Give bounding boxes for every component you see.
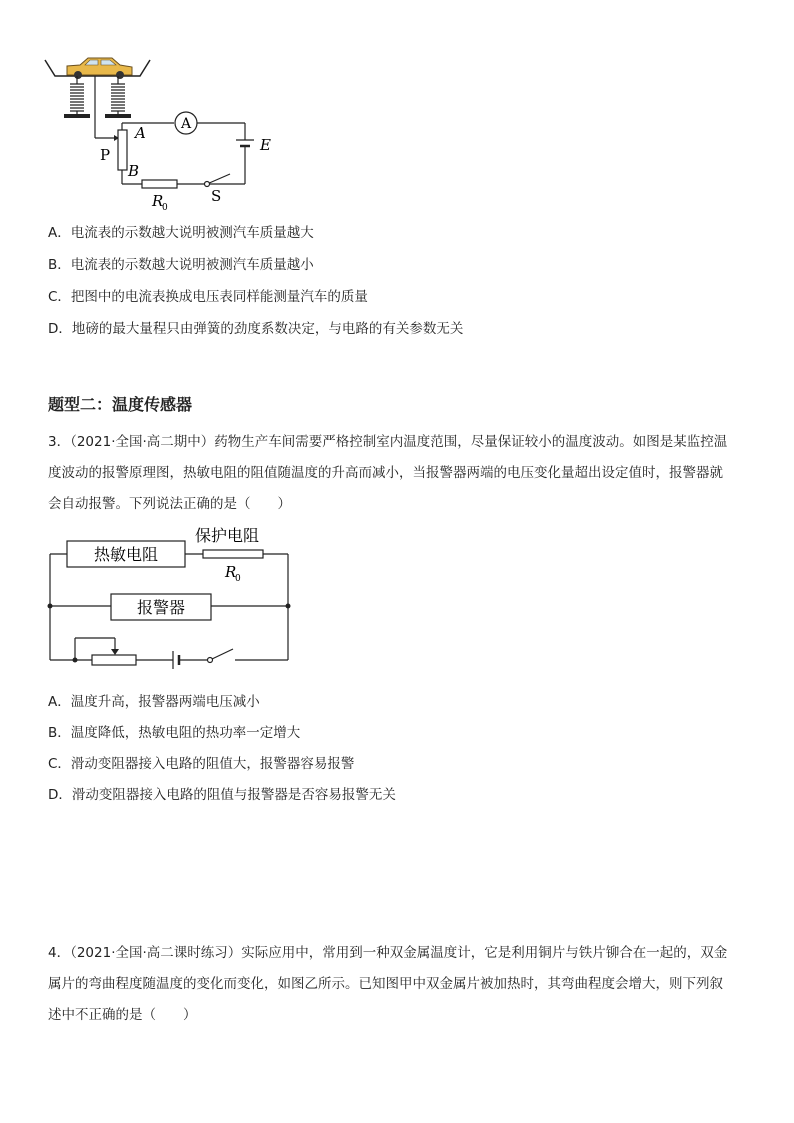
thermistor-label: 热敏电阻 <box>93 545 159 564</box>
q3-text-line2: 度波动的报警原理图，热敏电阻的阻值随温度的升高而减小，当报警器两端的电压变化量超出设定值时，报警器就 <box>48 465 723 481</box>
q2-option-c: C．把图中的电流表换成电压表同样能测量汽车的质量 <box>48 289 368 305</box>
q2-option-a: A．电流表的示数越大说明被测汽车质量越大 <box>48 225 314 241</box>
rheostat <box>118 130 127 170</box>
label-R0: R <box>152 192 164 210</box>
q4-text-line2: 属片的弯曲程度随温度的变化而变化，如图乙所示。已知图甲中双金属片被加热时，其弯曲程度会增大，则下列叙 <box>48 976 723 992</box>
q4-text-line3: 述中不正确的是（ ） <box>48 1007 197 1023</box>
label-P: P <box>100 146 111 164</box>
ammeter-label: A <box>180 116 192 132</box>
label-E: E <box>260 136 271 154</box>
slide-rheostat <box>92 655 136 665</box>
q3-option-d: D．滑动变阻器接入电路的阻值与报警器是否容易报警无关 <box>48 787 396 803</box>
weighbridge-circuit-figure <box>40 50 290 220</box>
q2-option-b: B．电流表的示数越大说明被测汽车质量越小 <box>48 257 314 273</box>
switch <box>207 174 230 184</box>
q3-text-line3: 会自动报警。下列说法正确的是（ ） <box>48 496 291 512</box>
label-A: A <box>135 124 146 142</box>
label-R0-fig2-sub: 0 <box>235 574 241 584</box>
alarm-label: 报警器 <box>136 598 186 617</box>
protect-resistor <box>203 550 263 558</box>
switch-fig2 <box>212 649 233 659</box>
left-spring <box>70 76 84 116</box>
q3-option-c: C．滑动变阻器接入电路的阻值大，报警器容易报警 <box>48 756 355 772</box>
q4-text-line1: 4．（2021·全国·高二课时练习）实际应用中，常用到一种双金属温度计，它是利用铜片与铁片铆合在一起的，双金 <box>48 945 728 961</box>
label-R0-fig2: R <box>225 563 237 581</box>
alarm-circuit-figure <box>45 525 305 670</box>
q2-option-d: D．地磅的最大量程只由弹簧的劲度系数决定，与电路的有关参数无关 <box>48 321 464 337</box>
label-S: S <box>211 187 222 205</box>
q3-text-line1: 3．（2021·全国·高二期中）药物生产车间需要严格控制室内温度范围，尽量保证较小的温度波动。如图是某监控温 <box>48 434 728 450</box>
protect-resistor-label: 保护电阻 <box>195 526 260 545</box>
label-R0-sub: 0 <box>162 203 168 213</box>
q3-option-b: B．温度降低，热敏电阻的热功率一定增大 <box>48 725 301 741</box>
resistor-r0 <box>142 180 177 188</box>
right-spring <box>111 76 125 116</box>
q3-option-a: A．温度升高，报警器两端电压减小 <box>48 694 260 710</box>
label-B: B <box>128 162 140 180</box>
section-title: 题型二：温度传感器 <box>48 395 193 414</box>
